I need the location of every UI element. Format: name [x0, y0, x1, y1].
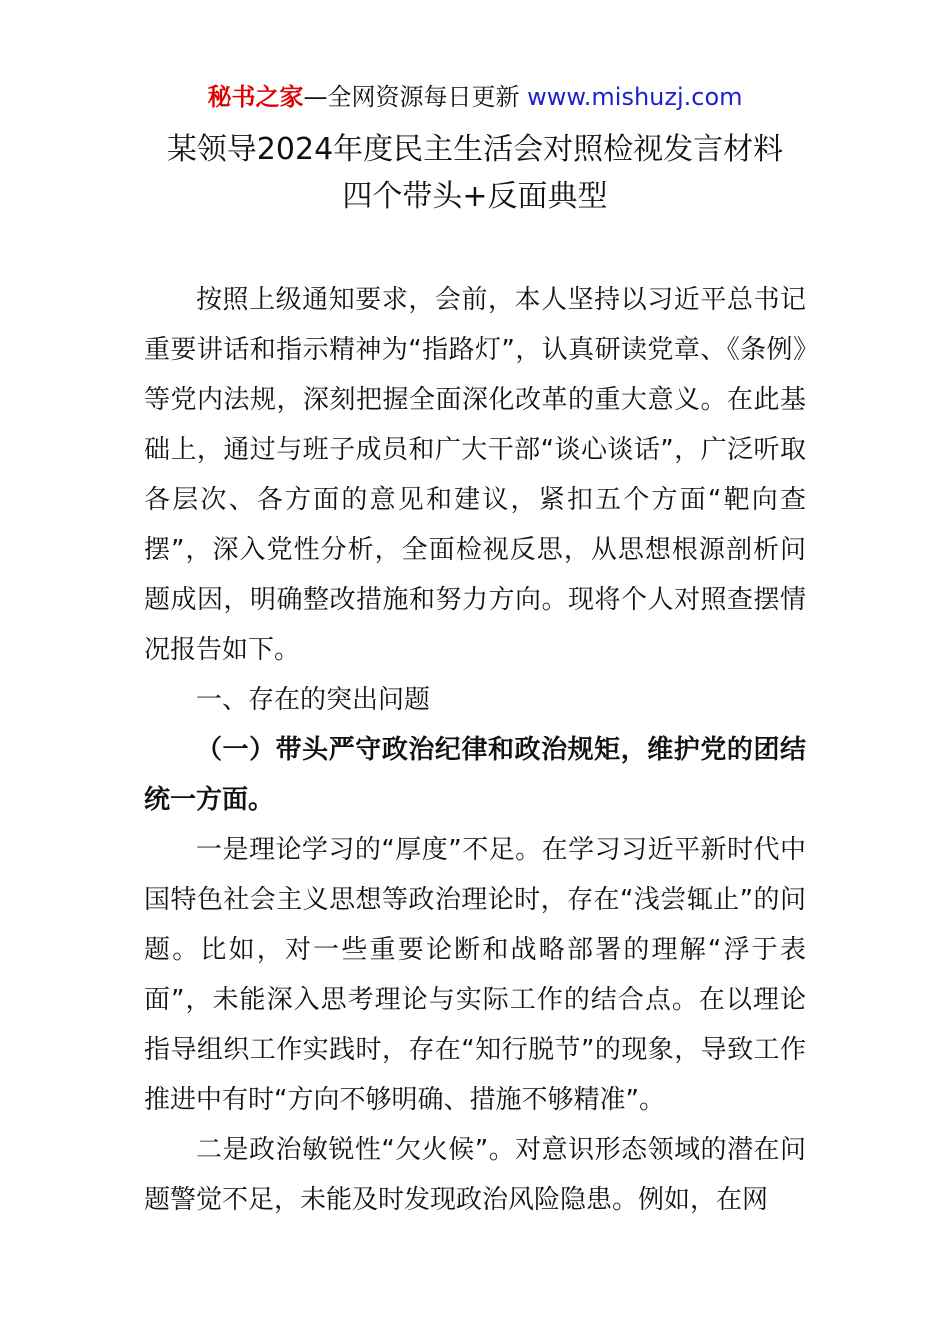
document-body — [144, 275, 806, 1225]
document-title: 某领导2024年度民主生活会对照检视发言材料 — [166, 132, 784, 167]
site-tagline: —全网资源每日更新 — [303, 83, 528, 111]
intro-paragraph: 按照上级通知要求，会前，本人坚持以习近平总书记重要讲话和指示精神为“指路灯”，认真研读党章、《条例》等党内法规，深刻把握全面深化改革的重大意义。在此基础上，通过与班子成员和广大干部“谈心谈话”，广泛听取各层次、各方面的意见和建议，紧扣五个方面“靶向查摆”，深入党性分析，全面检视反思，从思想根源剖析问题成因，明确整改措施和努力方向。现将个人对照查摆情况报告如下。 — [144, 285, 806, 665]
body-paragraph: 二是政治敏锐性“欠火候”。对意识形态领域的潜在问题警觉不足，未能及时发现政治风险隐患。例如，在网 — [144, 1135, 806, 1215]
site-header — [0, 80, 950, 114]
section-heading: 一、存在的突出问题 — [196, 685, 431, 715]
subsection-heading: （一）带头严守政治纪律和政治规矩，维护党的团结统一方面。 — [144, 735, 806, 815]
site-url-link[interactable]: www.mishuzj.com — [527, 83, 743, 111]
document-subtitle: 四个带头+反面典型 — [342, 179, 608, 214]
body-paragraph: 一是理论学习的“厚度”不足。在学习习近平新时代中国特色社会主义思想等政治理论时，存在“浅尝辄止”的问题。比如，对一些重要论断和战略部署的理解“浮于表面”，未能深入思考理论与实际工作的结合点。在以理论指导组织工作实践时，存在“知行脱节”的现象，导致工作推进中有时“方向不够明确、措施不够精准”。 — [144, 835, 806, 1115]
site-brand: 秘书之家 — [207, 83, 304, 111]
